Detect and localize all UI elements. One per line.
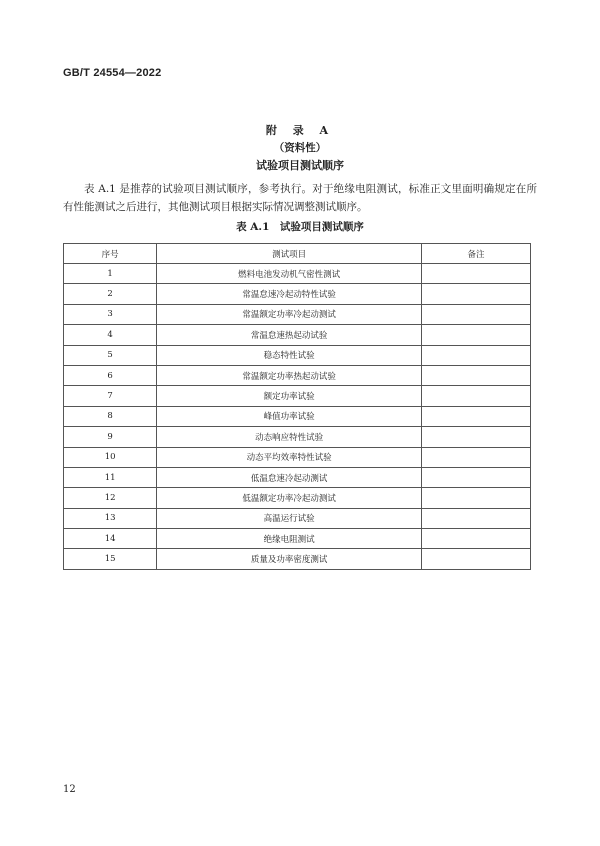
cell-remarks — [421, 386, 530, 406]
cell-number: 10 — [64, 447, 157, 467]
cell-test-item: 高温运行试验 — [157, 508, 422, 528]
table-row — [64, 304, 531, 324]
intro-paragraph: 表 A.1 是推荐的试验项目测试顺序，参考执行。对于绝缘电阻测试，标准正文里面明确规定在所有性能测试之后进行，其他测试项目根据实际情况调整测试顺序。 — [63, 183, 537, 213]
cell-number: 4 — [64, 325, 157, 345]
cell-remarks — [421, 427, 530, 447]
cell-test-item: 常温怠速热起动试验 — [157, 325, 422, 345]
cell-test-item: 动态响应特性试验 — [157, 427, 422, 447]
cell-number: 2 — [64, 284, 157, 304]
table-row — [64, 345, 531, 365]
cell-test-item: 动态平均效率特性试验 — [157, 447, 422, 467]
cell-remarks — [421, 264, 530, 284]
cell-number: 14 — [64, 529, 157, 549]
cell-number: 7 — [64, 386, 157, 406]
cell-remarks — [421, 284, 530, 304]
cell-number: 11 — [64, 467, 157, 487]
cell-number: 9 — [64, 427, 157, 447]
page-number: 12 — [63, 784, 76, 795]
table-row — [64, 508, 531, 528]
appendix-nature: （资料性） — [273, 142, 327, 154]
header-number: 序号 — [64, 244, 157, 264]
test-sequence-table — [63, 243, 531, 570]
cell-test-item: 常温怠速冷起动特性试验 — [157, 284, 422, 304]
cell-test-item: 质量及功率密度测试 — [157, 549, 422, 569]
cell-remarks — [421, 325, 530, 345]
table-row — [64, 406, 531, 426]
cell-number: 8 — [64, 406, 157, 426]
table-row — [64, 488, 531, 508]
cell-remarks — [421, 406, 530, 426]
cell-remarks — [421, 529, 530, 549]
cell-remarks — [421, 488, 530, 508]
appendix-title: 附 录 A — [265, 124, 335, 137]
table-row — [64, 447, 531, 467]
table-header-row — [64, 244, 531, 264]
cell-test-item: 燃料电池发动机气密性测试 — [157, 264, 422, 284]
table-caption: 表 A.1 试验项目测试顺序 — [236, 221, 364, 233]
table-row — [64, 427, 531, 447]
cell-number: 12 — [64, 488, 157, 508]
cell-remarks — [421, 365, 530, 385]
cell-number: 13 — [64, 508, 157, 528]
cell-number: 15 — [64, 549, 157, 569]
cell-test-item: 稳态特性试验 — [157, 345, 422, 365]
table-row — [64, 529, 531, 549]
cell-test-item: 低温怠速冷起动测试 — [157, 467, 422, 487]
cell-number: 1 — [64, 264, 157, 284]
table-row — [64, 325, 531, 345]
table-row — [64, 467, 531, 487]
cell-number: 3 — [64, 304, 157, 324]
cell-remarks — [421, 447, 530, 467]
cell-test-item: 额定功率试验 — [157, 386, 422, 406]
standard-code: GB/T 24554—2022 — [63, 67, 162, 79]
table-row — [64, 264, 531, 284]
cell-test-item: 低温额定功率冷起动测试 — [157, 488, 422, 508]
table-row — [64, 549, 531, 569]
cell-remarks — [421, 508, 530, 528]
header-test-item: 测试项目 — [157, 244, 422, 264]
table-row — [64, 386, 531, 406]
cell-remarks — [421, 345, 530, 365]
cell-number: 5 — [64, 345, 157, 365]
cell-test-item: 常温额定功率冷起动测试 — [157, 304, 422, 324]
cell-remarks — [421, 467, 530, 487]
cell-test-item: 绝缘电阻测试 — [157, 529, 422, 549]
header-remarks: 备注 — [421, 244, 530, 264]
cell-test-item: 常温额定功率热起动试验 — [157, 365, 422, 385]
cell-test-item: 峰值功率试验 — [157, 406, 422, 426]
appendix-subtitle: 试验项目测试顺序 — [256, 159, 344, 172]
table-row — [64, 365, 531, 385]
cell-remarks — [421, 304, 530, 324]
cell-remarks — [421, 549, 530, 569]
table-row — [64, 284, 531, 304]
cell-number: 6 — [64, 365, 157, 385]
